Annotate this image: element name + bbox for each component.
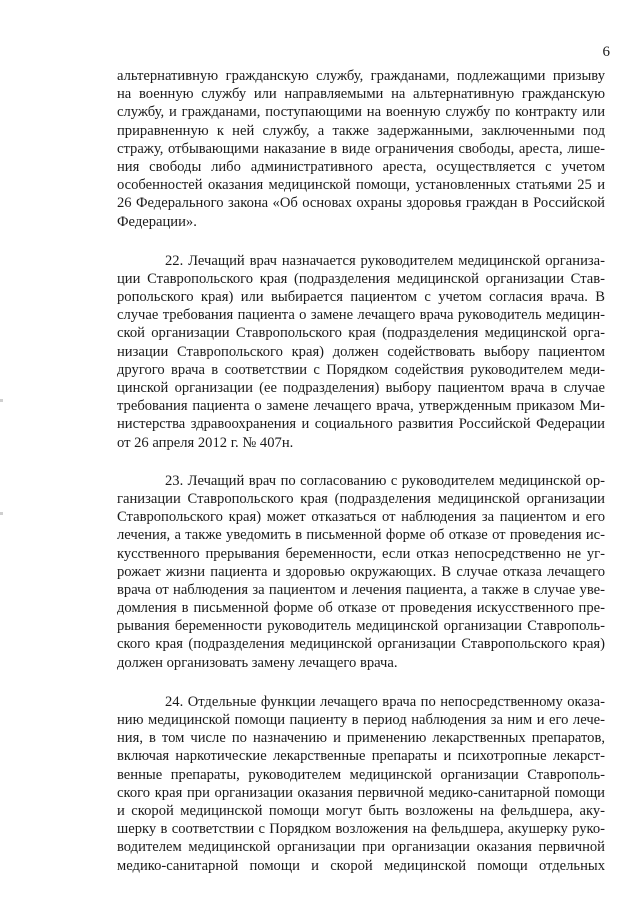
- scan-speck: [0, 399, 3, 402]
- text-line: рывания беременности руководитель медицинской организации Ставрополь-: [117, 618, 605, 635]
- text-line: особенностей оказания медицинской помощи, установленных статьями 25 и: [117, 177, 605, 194]
- paragraph-24: [117, 693, 605, 875]
- text-line: шерку в соответствии с Порядком возложения на фельдшера, акушерку руко-: [117, 821, 605, 838]
- page-number: 6: [602, 44, 610, 60]
- paragraph-22: [117, 252, 605, 452]
- text-line: водителем медицинской организации при организации оказания первичной: [117, 839, 605, 856]
- text-line: медико-санитарной помощи и скорой медицинской помощи отдельных: [117, 857, 605, 874]
- text-line: лечения, а также уведомить в письменной форме об отказе от проведения ис-: [117, 527, 605, 544]
- text-line: от 26 апреля 2012 г. № 407н.: [117, 434, 294, 451]
- text-line: ского края (подразделения медицинской организации Ставропольского края): [117, 636, 605, 653]
- text-line: ния свободы либо административного ареста, осуществляется с учетом: [117, 158, 605, 175]
- text-line: венные препараты, руководителем медицинской организации Ставрополь-: [117, 766, 605, 783]
- scan-speck: [0, 512, 3, 515]
- text-line: Федерации».: [117, 213, 197, 230]
- text-line: ского края при организации оказания первичной медико-санитарной помощи: [117, 784, 605, 801]
- text-line: 26 Федерального закона «Об основах охраны здоровья граждан в Российской: [117, 195, 605, 212]
- text-line: домления в письменной форме об отказе от проведения искусственного пре-: [117, 600, 605, 617]
- text-line: врача от наблюдения за пациентом и лечения пациента, а также в случае уве-: [117, 581, 605, 598]
- text-line: рожает жизни пациента и здоровью окружающих. В случае отказа лечащего: [117, 563, 605, 580]
- text-line: Ставропольского края) может отказаться от наблюдения за пациентом и его: [117, 509, 605, 526]
- text-line: включая наркотические лекарственные препараты и психотропные лекарст-: [117, 748, 605, 765]
- text-line: цинской организации (ее подразделения) выбору пациентом врача в случае: [117, 380, 605, 396]
- text-line: 24. Отдельные функции лечащего врача по непосредственному оказа-: [165, 693, 605, 710]
- text-line: и скорой медицинской помощи могут быть возложены на фельдшера, аку-: [117, 802, 605, 819]
- text-line: на военную службу или направляемыми на альтернативную гражданскую: [117, 86, 605, 103]
- paragraph-23: [117, 472, 605, 672]
- text-line: требования пациента о замене лечащего врача, утвержденным приказом Ми-: [117, 398, 605, 415]
- text-line: низации Ставропольского края) должен содействовать выбору пациентом: [117, 343, 605, 360]
- text-line: ции Ставропольского края (подразделения медицинской организации Став-: [117, 270, 605, 287]
- text-line: приравненную к ней службу, а также задержанными, заключенными под: [117, 122, 605, 139]
- text-line: ропольского края) или выбирается пациентом с учетом согласия врача. В: [117, 289, 605, 306]
- document-body: [117, 67, 605, 875]
- text-line: кусственного прерывания беременности, если отказ непосредственно не уг-: [117, 545, 605, 562]
- text-line: случае требования пациента о замене лечащего врача руководитель медицин-: [117, 307, 605, 324]
- text-line: должен организовать замену лечащего врача.: [117, 654, 398, 671]
- text-line: ганизации Ставропольского края (подразделения медицинской организации: [117, 490, 605, 507]
- text-line: нию медицинской помощи пациенту в период наблюдения за ним и его лече-: [117, 712, 605, 728]
- text-line: другого врача в соответствии с Порядком содействия руководителем меди-: [117, 361, 605, 378]
- text-line: 23. Лечащий врач по согласованию с руководителем медицинской ор-: [165, 472, 605, 489]
- text-line: стражу, отбывающими наказание в виде ограничения свободы, ареста, лише-: [117, 140, 605, 157]
- text-line: нистерства здравоохранения и социального развития Российской Федерации: [117, 416, 605, 433]
- text-line: ской организации Ставропольского края (подразделения медицинской орга-: [117, 325, 605, 342]
- text-line: ния, в том числе по назначению и применению лекарственных препаратов,: [117, 730, 605, 747]
- text-line: службу, и гражданами, поступающими на военную службу по контракту или: [117, 104, 605, 121]
- text-line: 22. Лечащий врач назначается руководителем медицинской организа-: [165, 252, 605, 269]
- paragraph-continuation: [117, 67, 605, 231]
- text-line: альтернативную гражданскую службу, гражданами, подлежащими призыву: [117, 68, 605, 84]
